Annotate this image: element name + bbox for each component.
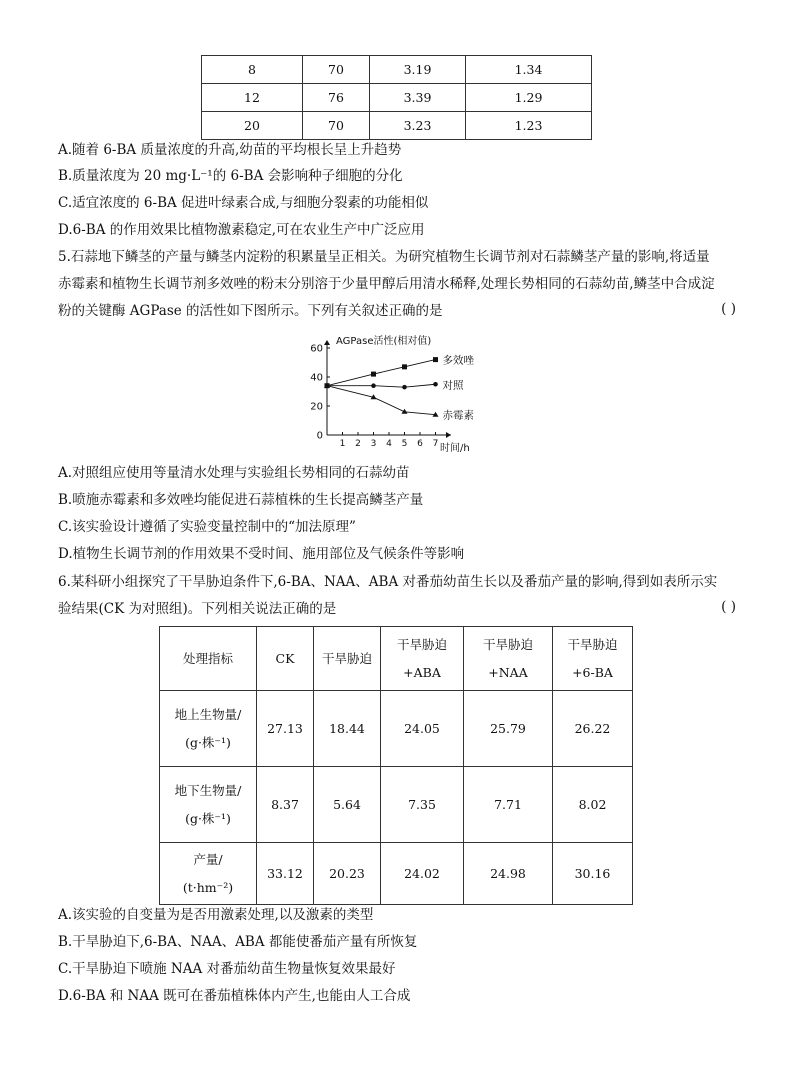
table-row [160,843,633,905]
table-cell: 5.64 [314,767,381,843]
q5-answer-bracket: ( ) [721,301,736,317]
series-label: 赤霉素 [442,409,474,422]
table-cell: 7.71 [464,767,553,843]
table-row [202,56,592,84]
data-point [371,372,376,377]
header-cell: 干旱胁迫 +ABA [381,627,464,691]
table-cell: 30.16 [553,843,633,905]
q5-option-b: B.喷施赤霉素和多效唑均能促进石蒜植株的生长提高鳞茎产量 [58,492,424,508]
row-label: 产量/ (t·hm⁻²) [160,843,257,905]
table-cell: 25.79 [464,691,553,767]
row-label: 地下生物量/ (g·株⁻¹) [160,767,257,843]
q6-option-c: C.干旱胁迫下喷施 NAA 对番茄幼苗生物量恢复效果最好 [58,961,396,977]
table-cell: 1.34 [466,56,592,84]
table-cell: 12 [202,84,303,112]
agpase-chart [300,330,500,458]
table-cell: 1.29 [466,84,592,112]
series-line-2 [327,384,436,387]
series-label: 多效唑 [442,354,474,367]
header-cell: 处理指标 [160,627,257,691]
series-line-1 [327,360,436,386]
header-cell: 干旱胁迫 +6-BA [553,627,633,691]
q5-stem-line-2: 赤霉素和植物生长调节剂多效唑的粉末分别溶于少量甲醇后用清水稀释,处理长势相同的石蒜幼苗,鳞茎中合成淀 [58,276,715,292]
x-axis-label: 时间/h [440,443,470,454]
q5-stem-line-3: 粉的关键酶 AGPase 的活性如下图所示。下列有关叙述正确的是 [58,303,443,319]
header-cell: 干旱胁迫 [314,627,381,691]
table-header-row [160,627,633,691]
table-cell: 24.98 [464,843,553,905]
q6-answer-bracket: ( ) [721,599,736,615]
table-cell: 1.23 [466,112,592,140]
table-cell: 24.05 [381,691,464,767]
table-cell: 8.37 [257,767,314,843]
q5-option-c: C.该实验设计遵循了实验变量控制中的“加法原理” [58,519,356,535]
x-tick-label: 2 [355,439,361,449]
data-point [433,382,438,387]
q4-option-b: B.质量浓度为 20 mg·L⁻¹的 6-BA 会影响种子细胞的分化 [58,168,403,184]
y-tick-label: 0 [316,430,323,442]
table-cell: 76 [303,84,370,112]
table-cell: 33.12 [257,843,314,905]
table-cell: 70 [303,112,370,140]
y-tick-label: 40 [310,372,323,384]
data-point [433,357,438,362]
table-row [202,84,592,112]
series-line-3 [327,386,436,415]
header-cell: CK [257,627,314,691]
table-cell: 18.44 [314,691,381,767]
x-tick-label: 7 [432,439,439,449]
table-cell: 26.22 [553,691,633,767]
data-point [402,385,407,390]
q4-option-c: C.适宜浓度的 6-BA 促进叶绿素合成,与细胞分裂素的功能相似 [58,195,429,211]
y-axis-arrow [324,340,330,345]
q6-stem-line-1: 6.某科研小组探究了干旱胁迫条件下,6-BA、NAA、ABA 对番茄幼苗生长以及番茄产量的影响,得到如表所示实 [58,574,718,590]
table-cell: 20.23 [314,843,381,905]
header-cell: 干旱胁迫 +NAA [464,627,553,691]
table-cell: 8 [202,56,303,84]
q6-stem-line-2: 验结果(CK 为对照组)。下列相关说法正确的是 [58,601,337,617]
table-cell: 3.23 [370,112,466,140]
series-label: 对照 [442,379,464,392]
table-row [160,691,633,767]
table-cell: 24.02 [381,843,464,905]
q6-option-b: B.干旱胁迫下,6-BA、NAA、ABA 都能使番茄产量有所恢复 [58,934,418,950]
q5-option-d: D.植物生长调节剂的作用效果不受时间、施用部位及气候条件等影响 [58,546,465,562]
table-cell: 27.13 [257,691,314,767]
q4-option-a: A.随着 6-BA 质量浓度的升高,幼苗的平均根长呈上升趋势 [58,142,402,158]
y-tick-label: 20 [310,401,323,413]
q5-option-a: A.对照组应使用等量清水处理与实验组长势相同的石蒜幼苗 [58,465,410,481]
q6-option-a: A.该实验的自变量为是否用激素处理,以及激素的类型 [58,907,374,923]
data-point [402,364,407,369]
q5-stem-line-1: 5.石蒜地下鳞茎的产量与鳞茎内淀粉的积累量呈正相关。为研究植物生长调节剂对石蒜鳞茎产量的影响,将适量 [58,249,710,265]
table-cell: 70 [303,56,370,84]
data-point [371,383,376,388]
table-cell: 3.39 [370,84,466,112]
x-tick-label: 1 [339,439,346,449]
x-tick-label: 5 [401,439,408,449]
table-row [202,112,592,140]
q6-option-d: D.6-BA 和 NAA 既可在番茄植株体内产生,也能由人工合成 [58,988,411,1004]
table-6ba-continued [201,55,592,140]
x-tick-label: 6 [417,439,423,449]
row-label: 地上生物量/ (g·株⁻¹) [160,691,257,767]
y-axis-label: AGPase活性(相对值) [336,336,432,347]
table-cell: 7.35 [381,767,464,843]
x-tick-label: 3 [370,439,377,449]
y-tick-label: 60 [310,343,323,355]
x-axis-arrow [446,432,451,438]
table-cell: 20 [202,112,303,140]
table-cell: 8.02 [553,767,633,843]
table-drought-stress [159,626,633,905]
chart-axes [324,340,451,438]
table-row [160,767,633,843]
q4-option-d: D.6-BA 的作用效果比植物激素稳定,可在农业生产中广泛应用 [58,222,425,238]
chart-series [324,354,474,422]
x-tick-label: 4 [386,439,392,449]
table-cell: 3.19 [370,56,466,84]
